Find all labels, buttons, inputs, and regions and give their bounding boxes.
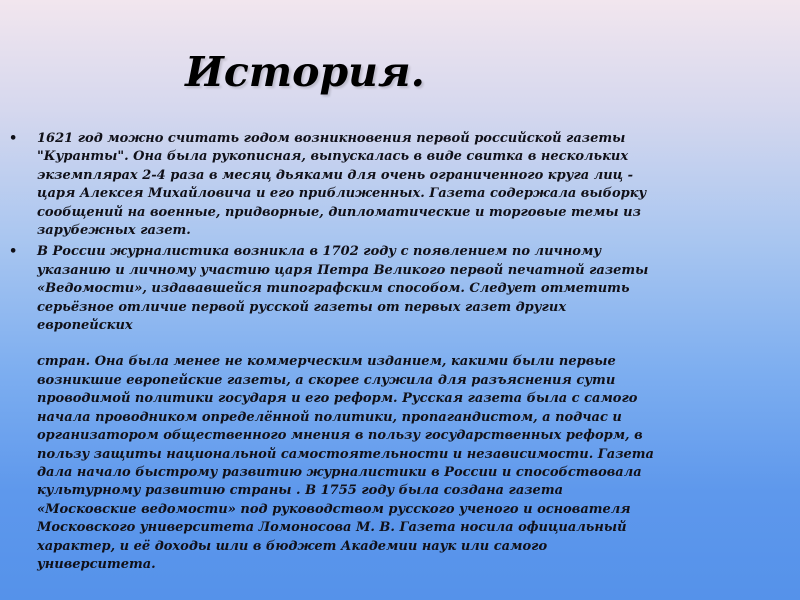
bullet-text-vedomosti-part2: стран. Она была менее не коммерческим изданием, какими были первые возникшие европейские газеты, а скорее служила для разъяснения сути проводимой политики государя и его реформ. Русская газета была с самого начала проводником определённой политики, пропагандистом, а подчас и организатором общественного мнения в пользу государственных реформ, в пользу защиты национальной самостоятельности и независимости. Газета дала начало быстрому развитию журналистики в России и способствовала культурному развитию страны . В 1755 году была создана газета «Московские ведомости» под руководством русского ученого и основателя Московского университета Ломоносова М. В. Газета носила официальный характер, и её доходы шли в бюджет Академии наук или самого университета.	[37, 354, 654, 572]
bullet-text-vedomosti-part1: В России журналистика возникла в 1702 году с появлением по личному указанию и личному участию царя Петра Великого первой печатной газеты «Ведомости», издававшейся типографским способом. Следует отметить серьёзное отличие первой русской газеты от первых газет других европейских	[37, 244, 649, 334]
bullet-marker: •	[9, 244, 18, 260]
bullet-text-kuranty: 1621 год можно считать годом возникновения первой российской газеты "Куранты". Она была рукописная, выпускалась в виде свитка в нескольких экземплярах 2-4 раза в месяц дьяками для очень ограниченного круга лиц - царя Алексея Михайловича и его приближенных. Газета содержала выборку сообщений на военные, придворные, дипломатические и торговые темы из зарубежных газет.	[37, 131, 647, 239]
bullet-list	[9, 130, 659, 577]
paragraph-gap	[37, 335, 659, 353]
bullet-marker: •	[9, 131, 18, 146]
bullet-item-kuranty	[9, 130, 659, 240]
slide-title: История.	[185, 48, 425, 96]
bullet-item-vedomosti	[9, 243, 659, 574]
